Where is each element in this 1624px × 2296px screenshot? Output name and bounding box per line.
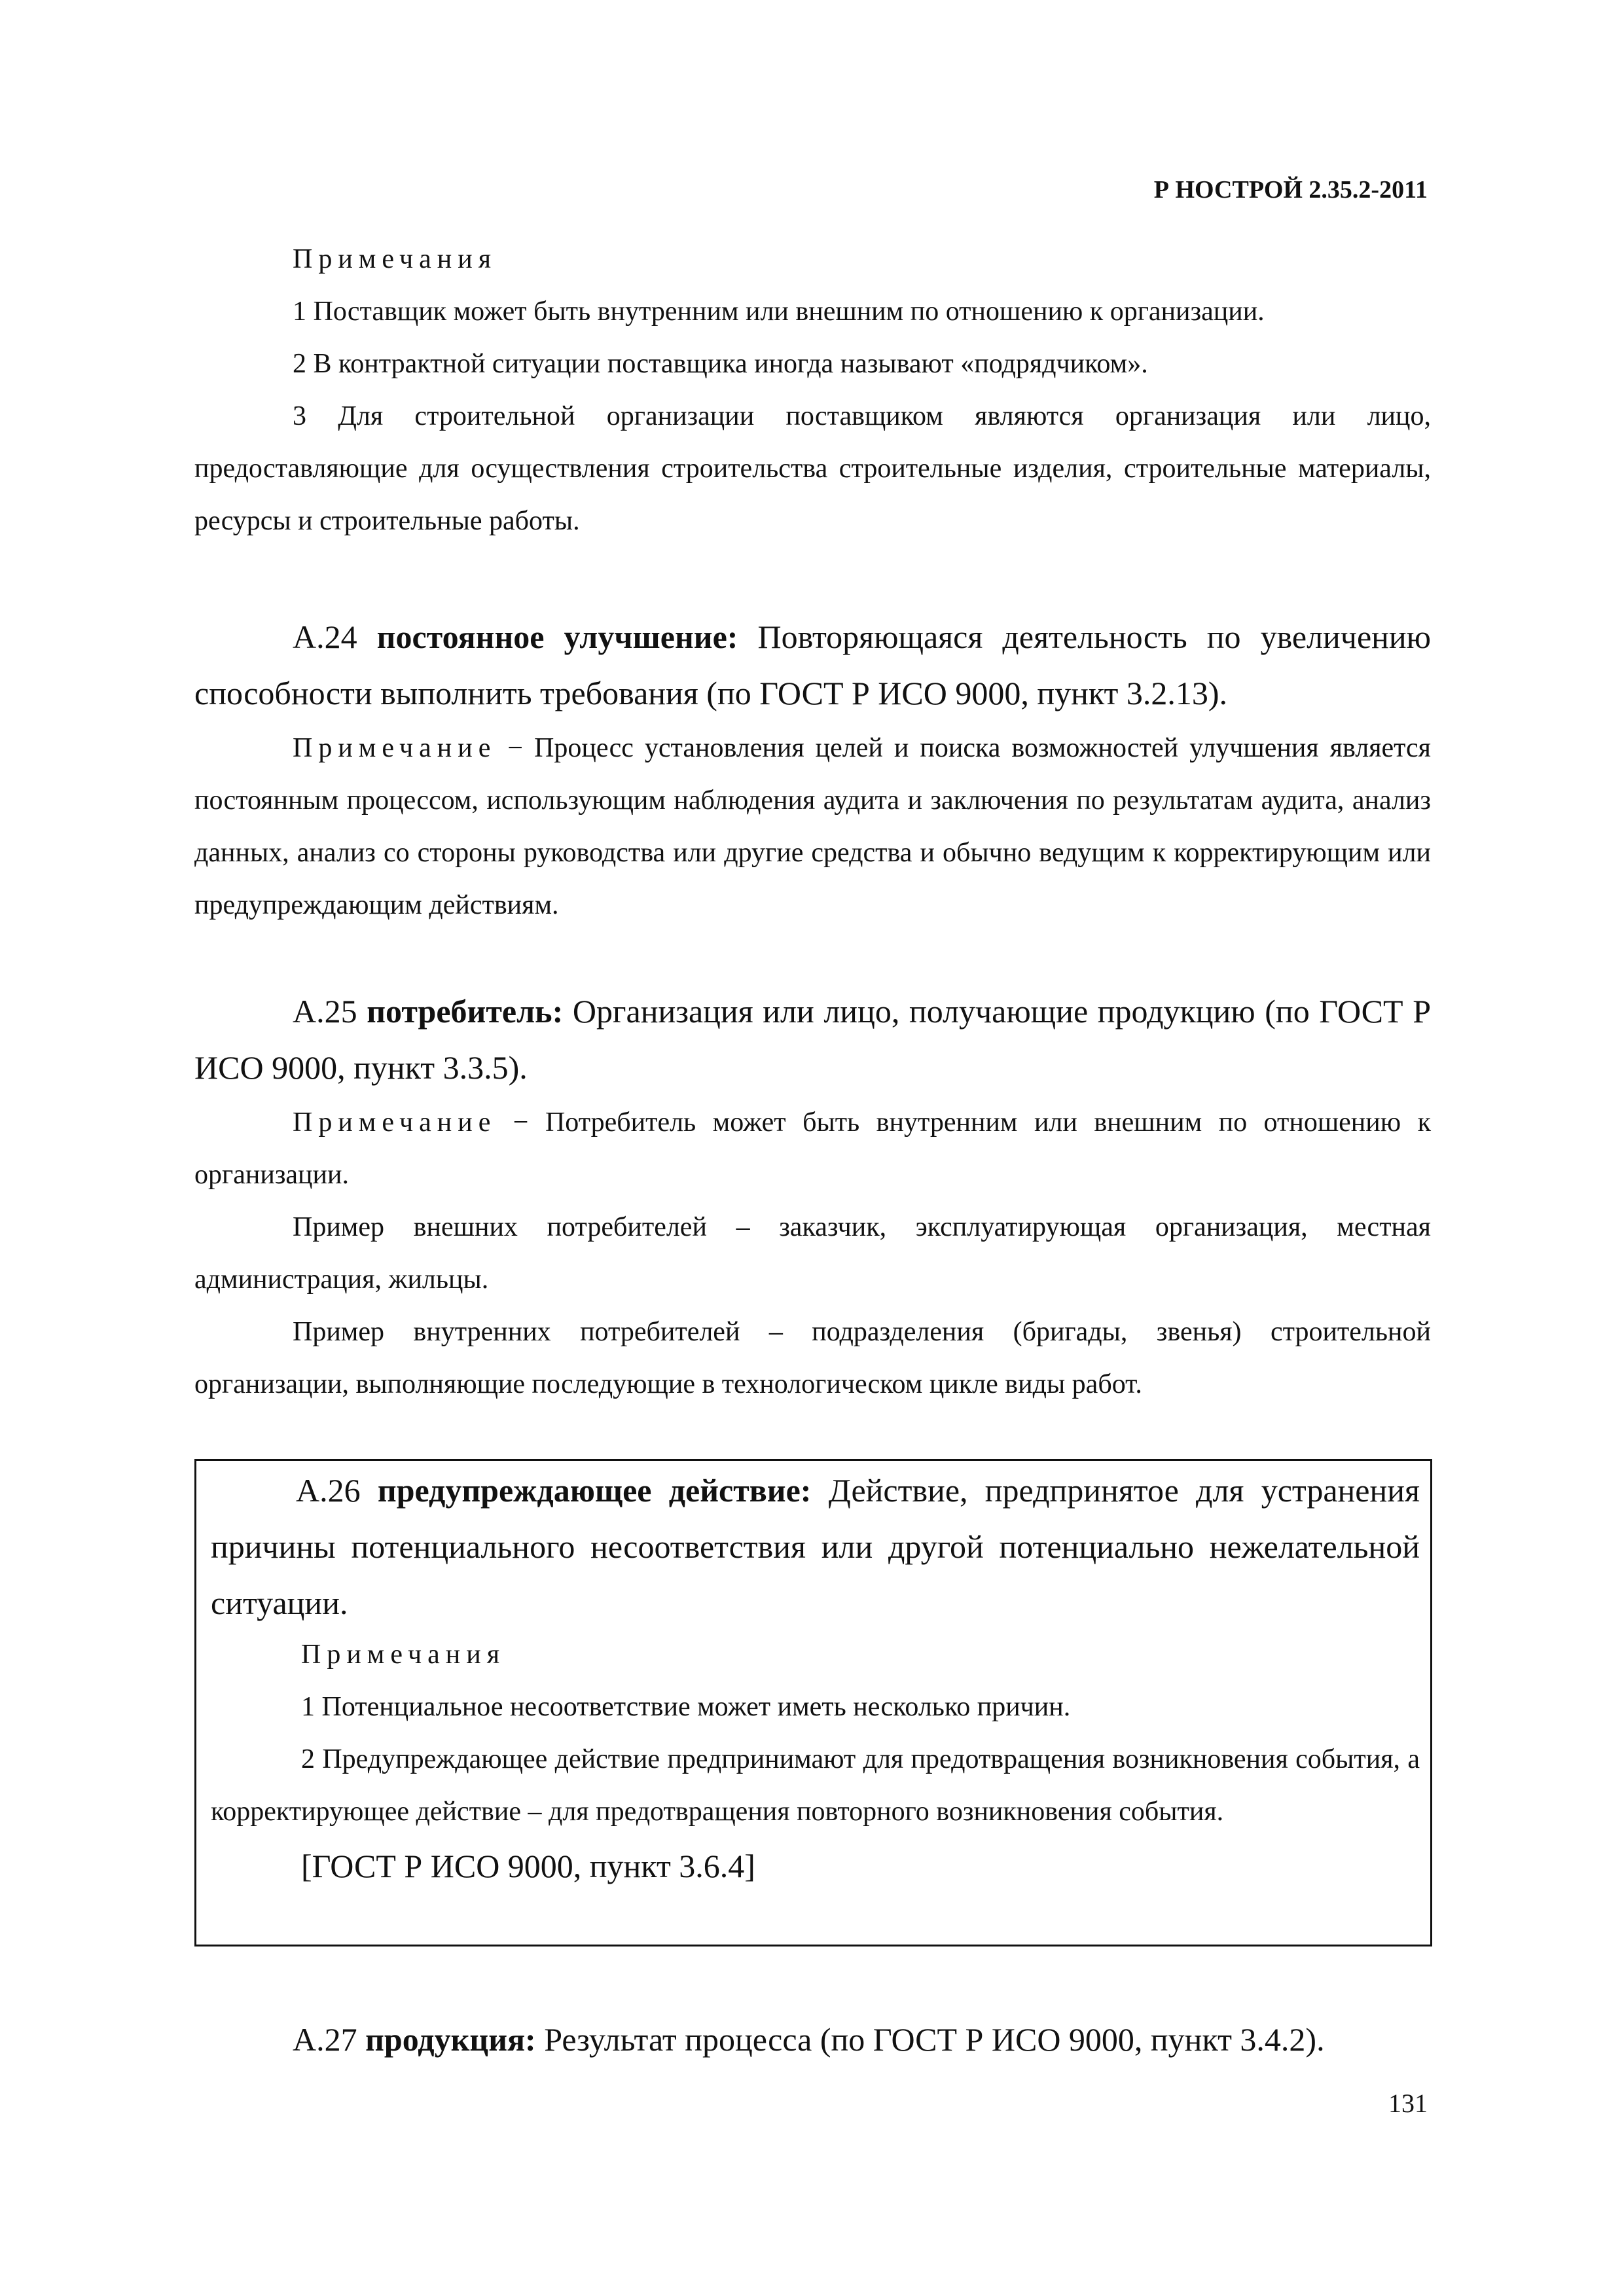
note-1: 1 Потенциальное несоответствие может иметь несколько причин. xyxy=(301,1692,1071,1722)
reference: [ГОСТ Р ИСО 9000, пункт 3.6.4] xyxy=(301,1848,755,1884)
note-text: − Потребитель может быть внутренним или внешним по отношению к организации. xyxy=(194,1107,1431,1190)
term-number: А.24 xyxy=(293,619,377,655)
example-internal-consumers: Пример внутренних потребителей – подразделения (бригады, звенья) строительной организации, выполняющие последующие в технологическом цикле виды работ. xyxy=(194,1317,1431,1399)
term-title: постоянное улучшение: xyxy=(376,619,738,655)
example-external-consumers: Пример внешних потребителей – заказчик, эксплуатирующая организация, местная администрация, жильцы. xyxy=(194,1212,1431,1295)
note-label: Примечание xyxy=(293,733,497,763)
term-title: продукция: xyxy=(365,2021,536,2058)
term-a26-box xyxy=(194,1459,1432,1946)
note-label: Примечание xyxy=(293,1107,497,1138)
term-a25 xyxy=(194,983,1431,1096)
note-3: 3 Для строительной организации поставщиком являются организация или лицо, предоставляющие для осуществления строительства строительные изделия, строительные материалы, ресурсы и строительные работы. xyxy=(194,401,1431,536)
term-definition-text: Организация или лицо, получающие продукцию (по ГОСТ Р ИСО 9000, пункт 3.3.5). xyxy=(194,993,1431,1086)
document-code-header: Р НОСТРОЙ 2.35.2-2011 xyxy=(1153,176,1428,204)
notes-heading: Примечания xyxy=(301,1640,506,1670)
note-1: 1 Поставщик может быть внутренним или внешним по отношению к организации. xyxy=(293,296,1265,327)
note-text: − Процесс установления целей и поиска возможностей улучшения является постоянным процессом, использующим наблюдения аудита и заключения по результатам аудита, анализ данных, анализ со стороны руководства или другие средства и обычно ведущим к корректирующим или предупреждающим действиям. xyxy=(194,733,1431,920)
term-title: потребитель: xyxy=(367,993,564,1030)
term-a24-definition xyxy=(194,609,1431,721)
note-2: 2 В контрактной ситуации поставщика иногда называют «подрядчиком». xyxy=(293,349,1148,379)
term-a26-definition xyxy=(211,1462,1420,1631)
term-a24 xyxy=(194,609,1431,721)
term-number: А.25 xyxy=(293,993,367,1030)
term-a25-definition xyxy=(194,983,1431,1096)
term-a25-notes xyxy=(194,1096,1431,1410)
notes-heading: Примечания xyxy=(293,244,497,274)
notes-block-top xyxy=(194,233,1431,547)
term-number: А.27 xyxy=(293,2021,366,2058)
term-a24-note xyxy=(194,722,1431,931)
term-a27-definition xyxy=(194,2011,1431,2068)
term-definition-text: Результат процесса (по ГОСТ Р ИСО 9000, пункт 3.4.2). xyxy=(535,2021,1325,2058)
term-a27 xyxy=(194,2011,1431,2068)
term-definition-text: Действие, предпринятое для устранения причины потенциального несоответствия или другой потенциально нежелательной ситуации. xyxy=(211,1472,1420,1621)
page-number: 131 xyxy=(1388,2089,1428,2118)
note-2: 2 Предупреждающее действие предпринимают для предотвращения возникновения события, а корректирующее действие – для предотвращения повторного возникновения события. xyxy=(211,1744,1420,1827)
term-number: А.26 xyxy=(296,1472,378,1509)
term-definition-text: Повторяющаяся деятельность по увеличению способности выполнить требования (по ГОСТ Р ИСО 9000, пункт 3.2.13). xyxy=(194,619,1432,711)
term-title: предупреждающее действие: xyxy=(377,1472,812,1509)
